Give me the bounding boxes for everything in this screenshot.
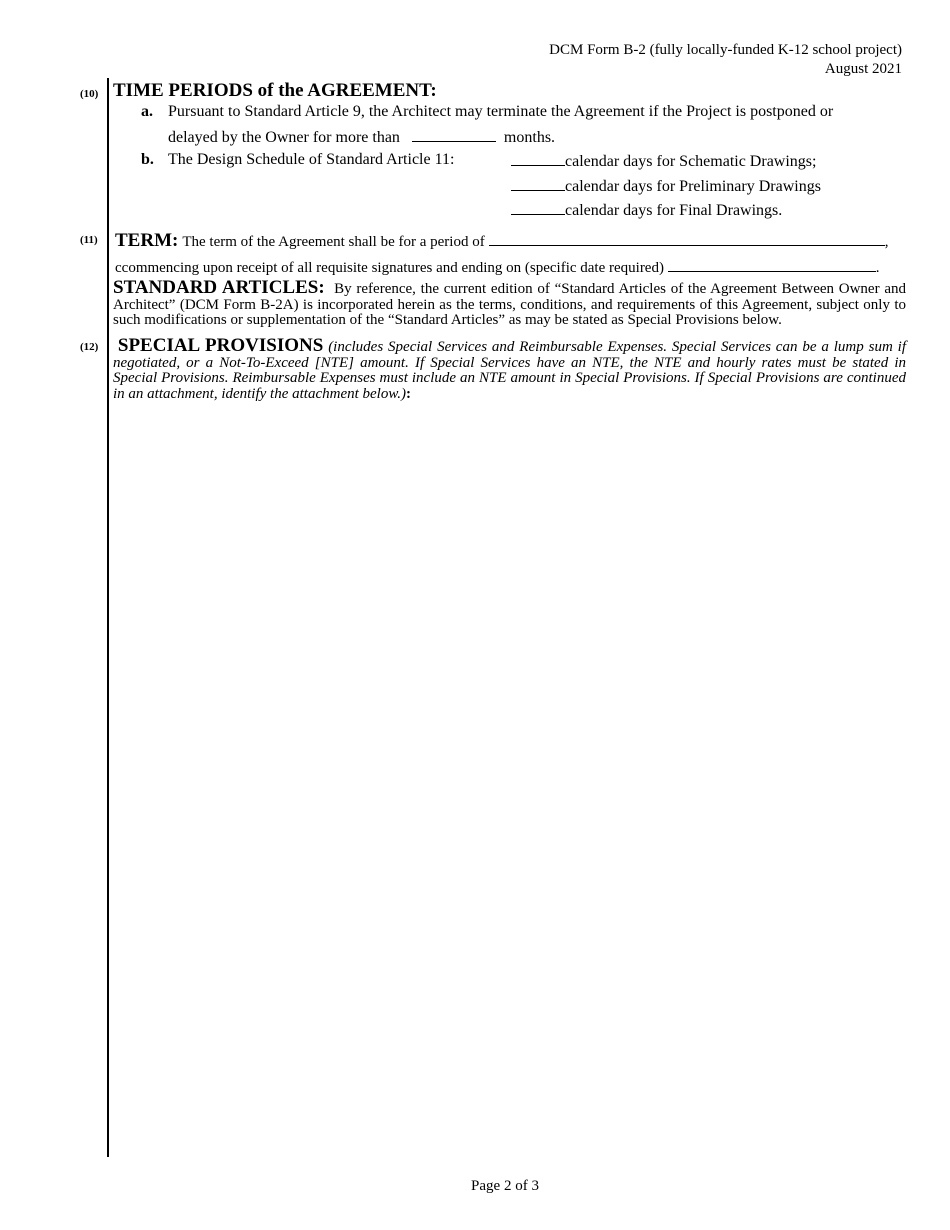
section-10-number: (10) (80, 88, 99, 100)
term-text: The term of the Agreement shall be for a period of (182, 234, 485, 250)
section-10-heading: TIME PERIODS of the AGREEMENT: (113, 80, 437, 101)
preliminary-days-label: calendar days for Preliminary Drawings (565, 178, 821, 195)
term-commencing-line (115, 257, 879, 277)
schedule-preliminary (511, 176, 821, 196)
schedule-schematic (511, 151, 816, 171)
standard-articles-text: By reference, the current edition of “Standard Articles of the Agreement Between Owner and Architect” (DCM Form B-2A) is incorporated herein as the terms, conditions, and requirements of this Agreement, subject only to such modifications or supplementation of the “Standard Articles” as may be stated as Special Provisions below. (113, 281, 906, 328)
item-a-line-1: Pursuant to Standard Article 9, the Architect may terminate the Agreement if the Project is postponed or (168, 103, 834, 120)
item-a-line-2 (168, 127, 555, 147)
special-provisions-colon: : (406, 385, 411, 402)
form-date: August 2021 (824, 61, 902, 77)
months-label: months. (503, 129, 556, 146)
form-header (549, 41, 902, 79)
term-commencing-text: ccommencing upon receipt of all requisite signatures and ending on (specific date required) (115, 260, 664, 276)
end-date-blank[interactable] (668, 257, 876, 272)
form-title: DCM Form B-2 (fully locally-funded K-12 school project) (549, 42, 902, 58)
special-provisions-note: (includes Special Services and Reimbursable Expenses. Special Services can be a lump sum if negotiated, or a Not-To-Exceed [NTE] amount. If Special Services have an NTE, the NTE and hourly rates must be stated in Special Provisions. Reimbursable Expenses must include an NTE amount in Special Provisions. If Special Provisions are continued in an attachment, identify the attachment below.) (113, 339, 906, 402)
item-b-label (141, 151, 154, 169)
schematic-days-blank[interactable] (511, 151, 565, 166)
term-heading: TERM: (115, 230, 179, 251)
term-line (115, 230, 888, 252)
schematic-days-label: calendar days for Schematic Drawings; (565, 153, 817, 170)
page-number: Page 2 of 3 (471, 1178, 539, 1194)
special-provisions-paragraph (113, 335, 906, 402)
term-comma: , (884, 234, 889, 250)
term-period: . (875, 260, 880, 276)
section-12-number: (12) (80, 341, 99, 353)
item-a-marker: a. (141, 103, 153, 120)
item-b-text: The Design Schedule of Standard Article 11: (168, 151, 455, 168)
item-b-marker: b. (141, 151, 154, 168)
section-11-number: (11) (80, 234, 98, 246)
preliminary-days-blank[interactable] (511, 176, 565, 191)
special-provisions-heading: SPECIAL PROVISIONS (117, 335, 324, 356)
item-a-delay-text: delayed by the Owner for more than (168, 129, 400, 146)
standard-articles-heading: STANDARD ARTICLES: (113, 277, 325, 298)
standard-articles-paragraph (113, 277, 906, 329)
final-days-blank[interactable] (511, 200, 565, 215)
term-period-blank[interactable] (489, 231, 885, 246)
months-blank[interactable] (412, 127, 496, 142)
schedule-final (511, 200, 782, 220)
final-days-label: calendar days for Final Drawings. (565, 202, 783, 219)
item-a-label (141, 103, 153, 121)
left-margin-rule (107, 78, 109, 1157)
